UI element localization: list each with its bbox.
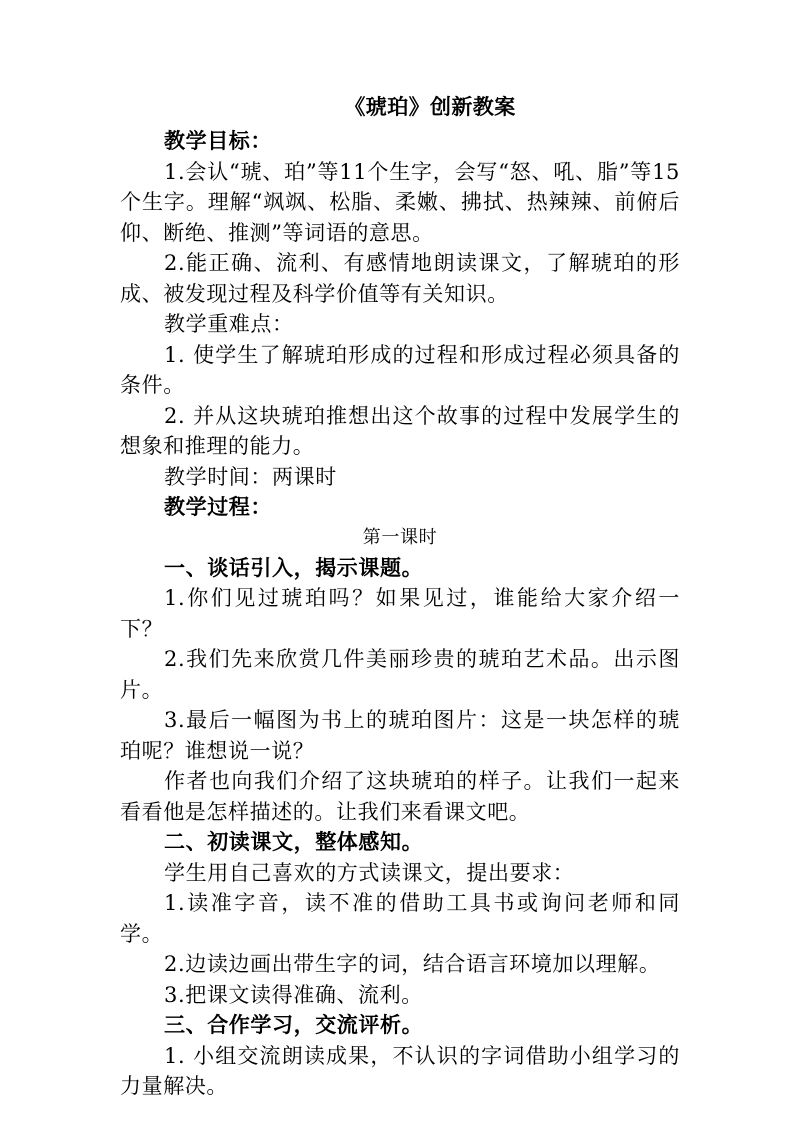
- objective-1: 1.会认“琥、珀”等11个生字，会写“怒、吼、脂”等15个生字。理解“飒飒、松脂、柔嫩、拂拭、热辣辣、前俯后仰、断绝、推测”等词语的意思。: [120, 159, 680, 245]
- section-2-heading: 二、初读课文，整体感知。: [164, 829, 424, 854]
- document-title: 《琥珀》创新教案: [344, 94, 516, 119]
- document-body: [120, 88, 680, 1102]
- section-2-item: 1.读准字音，读不准的借助工具书或询问老师和同学。: [120, 891, 680, 946]
- section-1-item: 作者也向我们介绍了这块琥珀的样子。让我们一起来看看他是怎样描述的。让我们来看课文吧。: [120, 769, 680, 824]
- section-2-item: 3.把课文读得准确、流利。: [164, 982, 423, 1007]
- objective-2: 2.能正确、流利、有感情地朗读课文，了解琥珀的形成、被发现过程及科学价值等有关知识。: [120, 251, 680, 306]
- section-1-heading: 一、谈话引入，揭示课题。: [164, 554, 424, 580]
- teaching-time: 教学时间：两课时: [164, 464, 337, 489]
- section-2-intro: 学生用自己喜欢的方式读课文，提出要求：: [164, 860, 575, 885]
- section-3-heading: 三、合作学习，交流评析。: [164, 1012, 424, 1037]
- lesson-label: 第一课时: [362, 526, 438, 548]
- section-1-item: 2.我们先来欣赏几件美丽珍贵的琥珀艺术品。出示图片。: [120, 647, 680, 702]
- difficulty-1: 1. 使学生了解琥珀形成的过程和形成过程必须具备的条件。: [120, 342, 680, 397]
- section-3-item: 1. 小组交流朗读成果，不认识的字词借助小组学习的力量解决。: [120, 1043, 680, 1098]
- section-1-item: 3.最后一幅图为书上的琥珀图片：这是一块怎样的琥珀呢？谁想说一说？: [120, 708, 680, 763]
- objectives-heading: 教学目标：: [164, 128, 272, 153]
- difficulty-2: 2. 并从这块琥珀推想出这个故事的过程中发展学生的想象和推理的能力。: [120, 403, 680, 458]
- section-1-item: 1.你们见过琥珀吗？如果见过，谁能给大家介绍一下？: [120, 586, 680, 641]
- difficulty-heading: 教学重难点：: [164, 312, 294, 336]
- process-heading: 教学过程：: [164, 494, 272, 519]
- section-2-item: 2.边读边画出带生字的词，结合语言环境加以理解。: [164, 952, 661, 976]
